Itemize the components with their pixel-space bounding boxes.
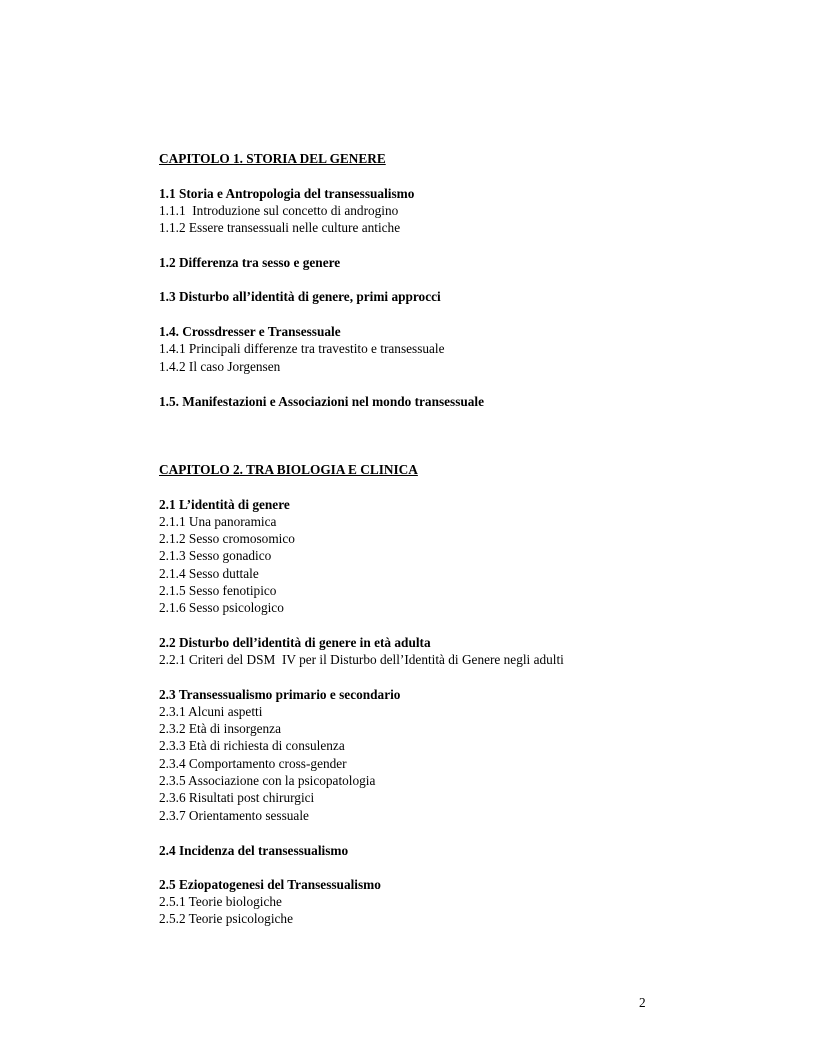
section-1-4-heading: 1.4. Crossdresser e Transessuale [159, 324, 341, 339]
subsection-2-5-2: 2.5.2 Teorie psicologiche [159, 911, 293, 926]
section-1-5-heading: 1.5. Manifestazioni e Associazioni nel mondo transessuale [159, 394, 485, 409]
chapter-2-heading: CAPITOLO 2. TRA BIOLOGIA E CLINICA [159, 462, 418, 477]
subsection-1-4-2: 1.4.2 Il caso Jorgensen [159, 359, 281, 374]
subsection-2-1-1: 2.1.1 Una panoramica [159, 514, 277, 529]
chapter-1-heading: CAPITOLO 1. STORIA DEL GENERE [159, 151, 386, 166]
section-2-5-heading: 2.5 Eziopatogenesi del Transessualismo [159, 877, 381, 892]
subsection-2-1-3: 2.1.3 Sesso gonadico [159, 548, 272, 563]
section-1-1-heading: 1.1 Storia e Antropologia del transessualismo [159, 186, 415, 201]
subsection-2-3-1: 2.3.1 Alcuni aspetti [159, 704, 263, 719]
subsection-2-1-4: 2.1.4 Sesso duttale [159, 566, 259, 581]
subsection-2-1-6: 2.1.6 Sesso psicologico [159, 600, 284, 615]
subsection-2-2-1: 2.2.1 Criteri del DSM IV per il Disturbo dell’Identità di Genere negli adulti [159, 652, 564, 667]
subsection-2-3-2: 2.3.2 Età di insorgenza [159, 721, 281, 736]
subsection-2-3-3: 2.3.3 Età di richiesta di consulenza [159, 738, 345, 753]
subsection-1-1-1: 1.1.1 Introduzione sul concetto di androgino [159, 203, 399, 218]
subsection-2-3-7: 2.3.7 Orientamento sessuale [159, 808, 309, 823]
subsection-2-3-6: 2.3.6 Risultati post chirurgici [159, 790, 315, 805]
section-2-4-heading: 2.4 Incidenza del transessualismo [159, 843, 349, 858]
subsection-1-1-2: 1.1.2 Essere transessuali nelle culture antiche [159, 220, 401, 235]
section-2-2-heading: 2.2 Disturbo dell’identità di genere in età adulta [159, 635, 431, 650]
subsection-2-3-5: 2.3.5 Associazione con la psicopatologia [159, 773, 376, 788]
subsection-2-3-4: 2.3.4 Comportamento cross-gender [159, 756, 347, 771]
section-2-1-heading: 2.1 L’identità di genere [159, 497, 290, 512]
page-number: 2 [639, 995, 646, 1010]
section-1-3-heading: 1.3 Disturbo all’identità di genere, primi approcci [159, 289, 441, 304]
subsection-1-4-1: 1.4.1 Principali differenze tra travestito e transessuale [159, 341, 445, 356]
section-2-3-heading: 2.3 Transessualismo primario e secondario [159, 687, 401, 702]
subsection-2-1-5: 2.1.5 Sesso fenotipico [159, 583, 277, 598]
section-1-2-heading: 1.2 Differenza tra sesso e genere [159, 255, 341, 270]
subsection-2-1-2: 2.1.2 Sesso cromosomico [159, 531, 295, 546]
subsection-2-5-1: 2.5.1 Teorie biologiche [159, 894, 282, 909]
